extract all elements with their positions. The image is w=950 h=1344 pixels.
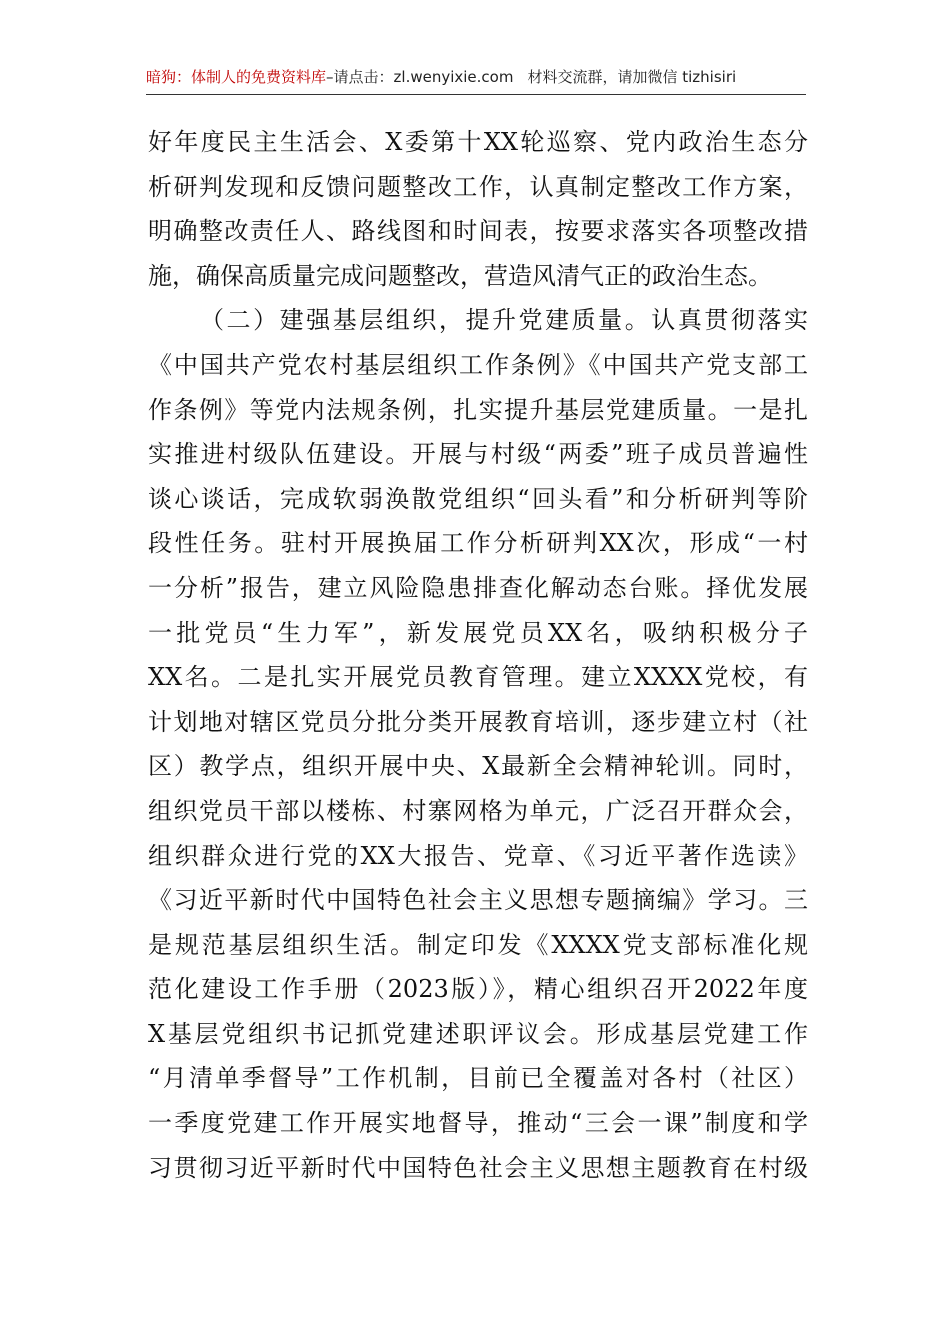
page-header [146,60,806,95]
section-heading-line: （二）建强基层组织，提升党建质量。认真贯彻落实 [200,306,808,335]
body-line: 区）教学点，组织开展中央、X最新全会精神轮训。同时， [148,752,808,781]
body-line: 组织党员干部以楼栋、村寨网格为单元，广泛召开群众会， [148,796,808,825]
body-line: 一批党员“生力军”，新发展党员XX名，吸纳积极分子 [148,618,808,647]
site-link[interactable]: zl.wenyixie.com [393,68,514,86]
body-line: 范化建设工作手册（2023版）》，精心组织召开2022年度 [148,975,808,1004]
body-line: 组织群众进行党的XX大报告、党章、《习近平著作选读》 [148,841,808,870]
body-line: 谈心谈话，完成软弱涣散党组织“回头看”和分析研判等阶 [148,484,808,513]
document-body [148,120,808,1190]
body-line: “月清单季督导”工作机制，目前已全覆盖对各村（社区） [148,1064,808,1093]
body-line: 一季度党建工作开展实地督导，推动“三会一课”制度和学 [148,1109,808,1138]
group-info: 材料交流群，请加微信 tizhisiri [527,68,737,86]
body-line: XX名。二是扎实开展党员教育管理。建立XXXX党校，有 [148,663,808,692]
body-line: X基层党组织书记抓党建述职评议会。形成基层党建工作 [148,1019,808,1048]
site-name: 暗狗：体制人的免费资料库 [146,68,327,86]
body-line: 施，确保高质量完成问题整改，营造风清气正的政治生态。 [148,261,772,290]
body-line: 计划地对辖区党员分批分类开展教育培训，逐步建立村（社 [148,707,808,736]
body-line: 是规范基层组织生活。制定印发《XXXX党支部标准化规 [148,930,808,959]
body-line: 明确整改责任人、路线图和时间表，按要求落实各项整改措 [148,217,808,246]
body-line: 段性任务。驻村开展换届工作分析研判XX次，形成“一村 [148,529,808,558]
body-line: 实推进村级队伍建设。开展与村级“两委”班子成员普遍性 [148,440,808,469]
body-line: 《中国共产党农村基层组织工作条例》《中国共产党支部工 [148,350,808,379]
body-line: 好年度民主生活会、X委第十XX轮巡察、党内政治生态分 [148,128,808,156]
link-prompt: –请点击： [326,68,394,86]
body-line: 一分析”报告，建立风险隐患排查化解动态台账。择优发展 [148,573,808,602]
body-line: 析研判发现和反馈问题整改工作，认真制定整改工作方案， [148,172,808,201]
body-line: 《习近平新时代中国特色社会主义思想专题摘编》学习。三 [148,886,808,915]
body-line: 习贯彻习近平新时代中国特色社会主义思想主题教育在村级 [148,1153,808,1182]
body-line: 作条例》等党内法规条例，扎实提升基层党建质量。一是扎 [148,395,808,424]
